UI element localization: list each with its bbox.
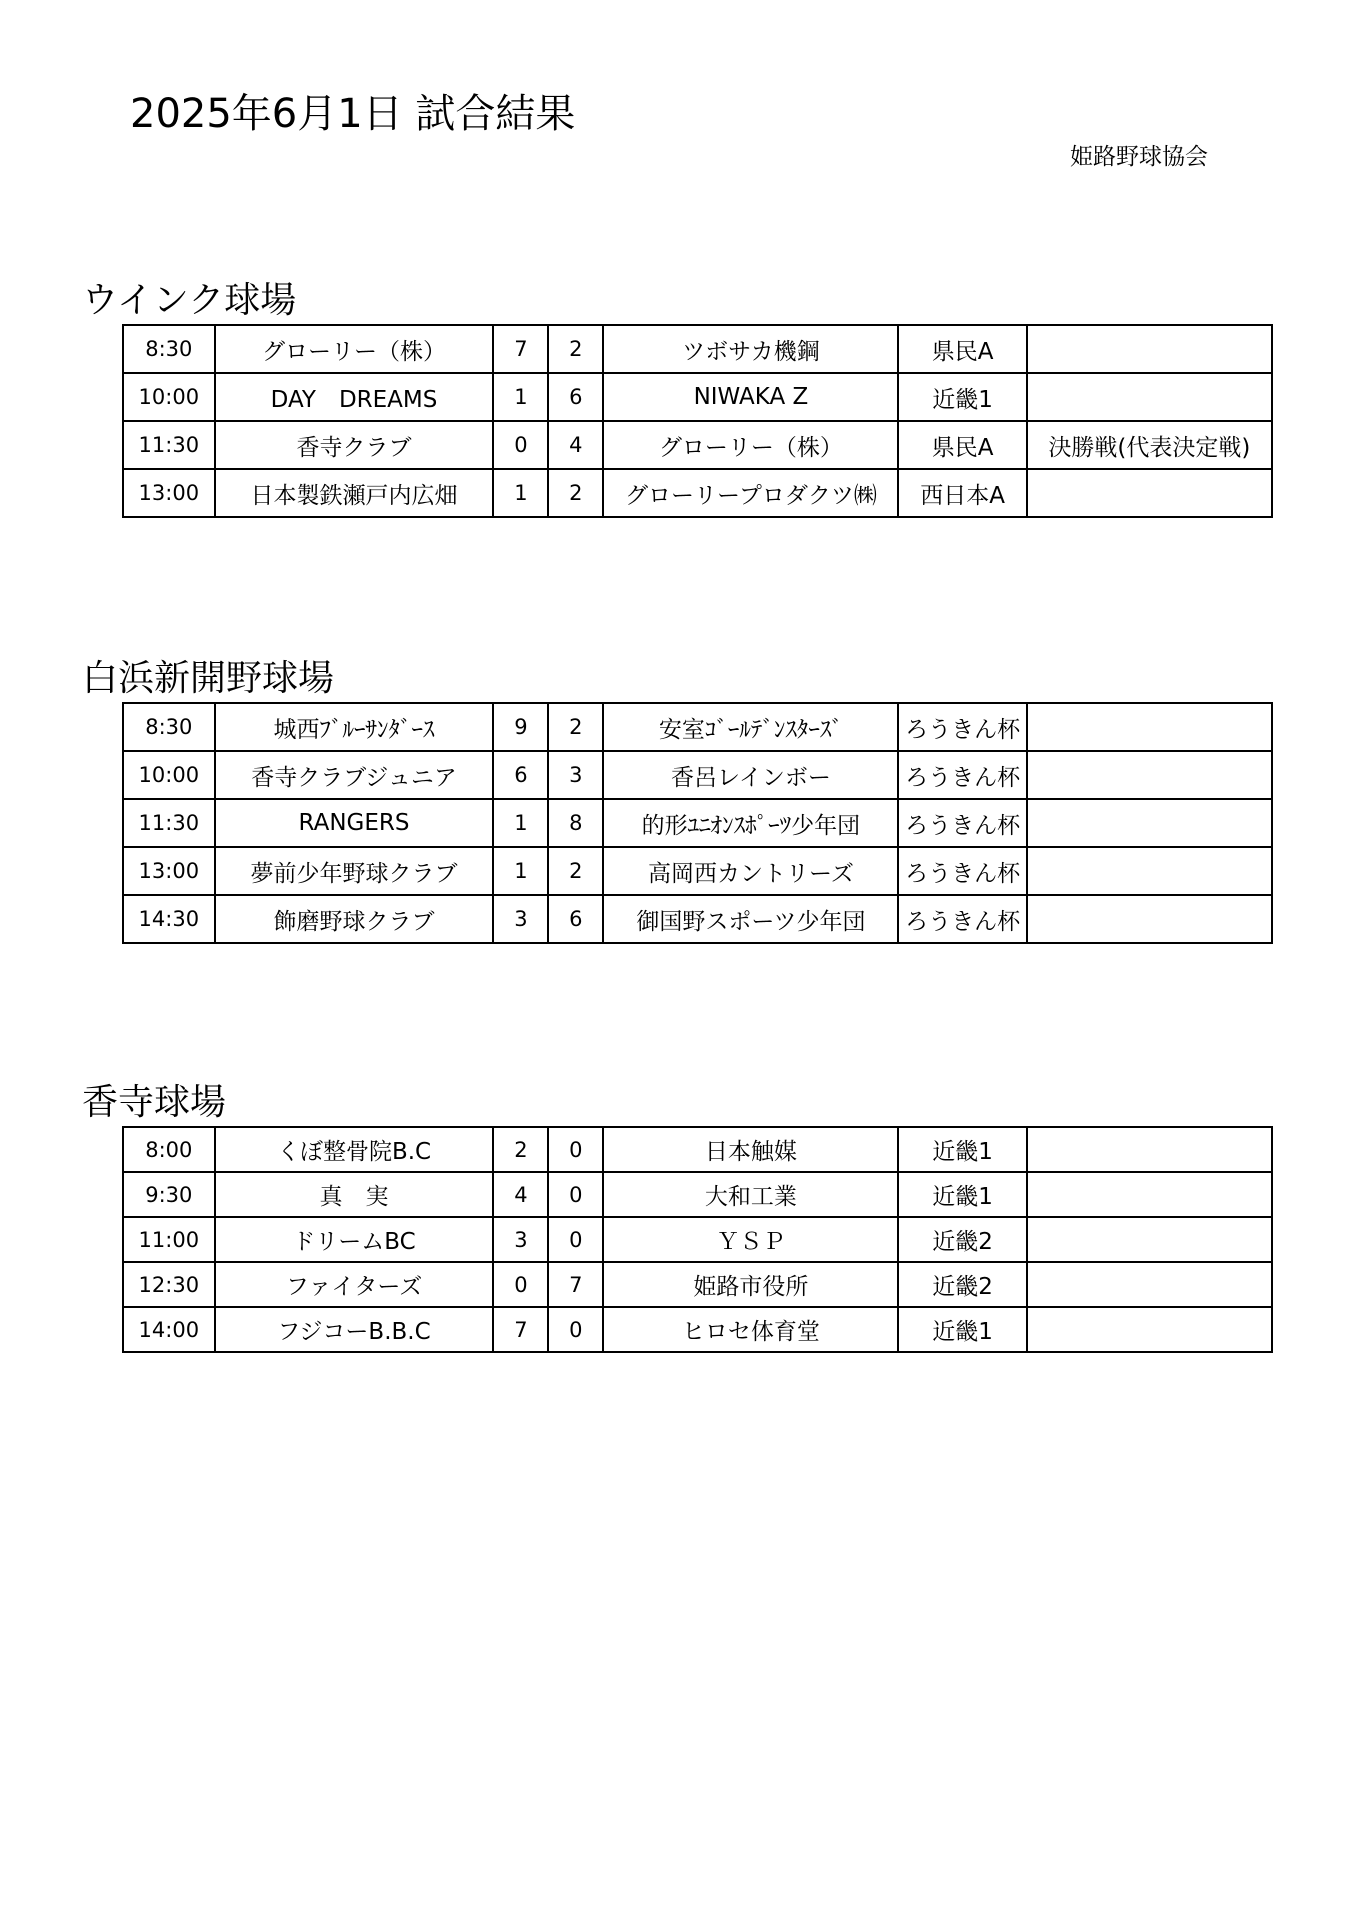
venue-title: 香寺球場: [82, 1082, 227, 1123]
game-category: ろうきん杯: [898, 847, 1026, 895]
game-row: [123, 1307, 1272, 1352]
home-team: グローリー（株）: [215, 325, 494, 373]
home-score: 7: [493, 1307, 548, 1352]
home-team: RANGERS: [215, 799, 494, 847]
away-score: 2: [548, 469, 603, 517]
away-team: 大和工業: [603, 1172, 898, 1217]
game-category: 西日本A: [898, 469, 1026, 517]
game-category: 近畿1: [898, 1172, 1026, 1217]
game-row: [123, 751, 1272, 799]
home-team: ドリームBC: [215, 1217, 494, 1262]
away-team: ＹＳＰ: [603, 1217, 898, 1262]
game-time: 10:00: [123, 373, 215, 421]
game-category: 近畿1: [898, 373, 1026, 421]
home-team: 夢前少年野球クラブ: [215, 847, 494, 895]
home-score: 0: [493, 1262, 548, 1307]
game-note: [1027, 799, 1272, 847]
game-time: 11:30: [123, 799, 215, 847]
game-time: 8:00: [123, 1127, 215, 1172]
home-team: 真 実: [215, 1172, 494, 1217]
home-score: 1: [493, 373, 548, 421]
page-title: 2025年6月1日 試合結果: [130, 91, 576, 137]
home-score: 2: [493, 1127, 548, 1172]
game-note: [1027, 373, 1272, 421]
venue-title: 白浜新開野球場: [82, 658, 335, 699]
home-score: 9: [493, 703, 548, 751]
away-score: 0: [548, 1307, 603, 1352]
game-time: 11:00: [123, 1217, 215, 1262]
game-category: 近畿2: [898, 1217, 1026, 1262]
results-table: [122, 702, 1273, 944]
game-category: 近畿2: [898, 1262, 1026, 1307]
game-row: [123, 1172, 1272, 1217]
away-team: 高岡西カントリーズ: [603, 847, 898, 895]
home-score: 3: [493, 895, 548, 943]
game-note: [1027, 469, 1272, 517]
game-category: 県民A: [898, 421, 1026, 469]
home-team: DAY DREAMS: [215, 373, 494, 421]
game-note: [1027, 1262, 1272, 1307]
away-team: NIWAKA Z: [603, 373, 898, 421]
away-score: 2: [548, 703, 603, 751]
game-note: [1027, 847, 1272, 895]
home-score: 1: [493, 469, 548, 517]
game-row: [123, 421, 1272, 469]
game-note: [1027, 1307, 1272, 1352]
away-team: 的形ﾕﾆｵﾝｽﾎﾟｰﾂ少年団: [603, 799, 898, 847]
game-category: ろうきん杯: [898, 703, 1026, 751]
game-time: 14:30: [123, 895, 215, 943]
away-score: 7: [548, 1262, 603, 1307]
away-team: 日本触媒: [603, 1127, 898, 1172]
home-score: 4: [493, 1172, 548, 1217]
away-score: 8: [548, 799, 603, 847]
home-team: 日本製鉄瀬戸内広畑: [215, 469, 494, 517]
home-score: 1: [493, 847, 548, 895]
game-row: [123, 1127, 1272, 1172]
away-team: 姫路市役所: [603, 1262, 898, 1307]
game-row: [123, 1217, 1272, 1262]
home-score: 1: [493, 799, 548, 847]
away-score: 0: [548, 1217, 603, 1262]
game-note: [1027, 325, 1272, 373]
game-category: 近畿1: [898, 1307, 1026, 1352]
away-score: 4: [548, 421, 603, 469]
away-score: 0: [548, 1172, 603, 1217]
away-score: 2: [548, 847, 603, 895]
game-row: [123, 1262, 1272, 1307]
game-category: ろうきん杯: [898, 751, 1026, 799]
home-score: 3: [493, 1217, 548, 1262]
game-row: [123, 325, 1272, 373]
game-row: [123, 895, 1272, 943]
game-time: 14:00: [123, 1307, 215, 1352]
game-time: 10:00: [123, 751, 215, 799]
game-row: [123, 847, 1272, 895]
game-category: 県民A: [898, 325, 1026, 373]
home-score: 6: [493, 751, 548, 799]
home-team: 香寺クラブ: [215, 421, 494, 469]
game-row: [123, 703, 1272, 751]
game-note: 決勝戦(代表決定戦): [1027, 421, 1272, 469]
away-team: 香呂レインボー: [603, 751, 898, 799]
home-team: 飾磨野球クラブ: [215, 895, 494, 943]
game-time: 13:00: [123, 847, 215, 895]
away-score: 6: [548, 373, 603, 421]
game-note: [1027, 895, 1272, 943]
away-score: 6: [548, 895, 603, 943]
game-time: 9:30: [123, 1172, 215, 1217]
home-team: くぼ整骨院B.C: [215, 1127, 494, 1172]
game-row: [123, 799, 1272, 847]
away-score: 2: [548, 325, 603, 373]
away-team: グローリー（株）: [603, 421, 898, 469]
game-category: ろうきん杯: [898, 895, 1026, 943]
game-note: [1027, 1127, 1272, 1172]
away-team: ツボサカ機鋼: [603, 325, 898, 373]
home-score: 7: [493, 325, 548, 373]
game-time: 8:30: [123, 325, 215, 373]
away-score: 0: [548, 1127, 603, 1172]
game-time: 11:30: [123, 421, 215, 469]
organization-name: 姫路野球協会: [1070, 144, 1208, 170]
game-note: [1027, 703, 1272, 751]
game-row: [123, 373, 1272, 421]
game-note: [1027, 751, 1272, 799]
home-score: 0: [493, 421, 548, 469]
game-time: 8:30: [123, 703, 215, 751]
home-team: ファイターズ: [215, 1262, 494, 1307]
results-table: [122, 324, 1273, 518]
game-note: [1027, 1217, 1272, 1262]
venue-title: ウインク球場: [82, 280, 297, 321]
home-team: 城西ﾌﾞﾙｰｻﾝﾀﾞｰｽ: [215, 703, 494, 751]
home-team: 香寺クラブジュニア: [215, 751, 494, 799]
away-team: 安室ｺﾞｰﾙﾃﾞﾝｽﾀｰｽﾞ: [603, 703, 898, 751]
results-table: [122, 1126, 1273, 1353]
away-score: 3: [548, 751, 603, 799]
game-category: 近畿1: [898, 1127, 1026, 1172]
game-time: 13:00: [123, 469, 215, 517]
game-time: 12:30: [123, 1262, 215, 1307]
home-team: フジコーB.B.C: [215, 1307, 494, 1352]
away-team: 御国野スポーツ少年団: [603, 895, 898, 943]
game-category: ろうきん杯: [898, 799, 1026, 847]
game-row: [123, 469, 1272, 517]
away-team: ヒロセ体育堂: [603, 1307, 898, 1352]
away-team: グローリープロダクツ㈱: [603, 469, 898, 517]
game-note: [1027, 1172, 1272, 1217]
